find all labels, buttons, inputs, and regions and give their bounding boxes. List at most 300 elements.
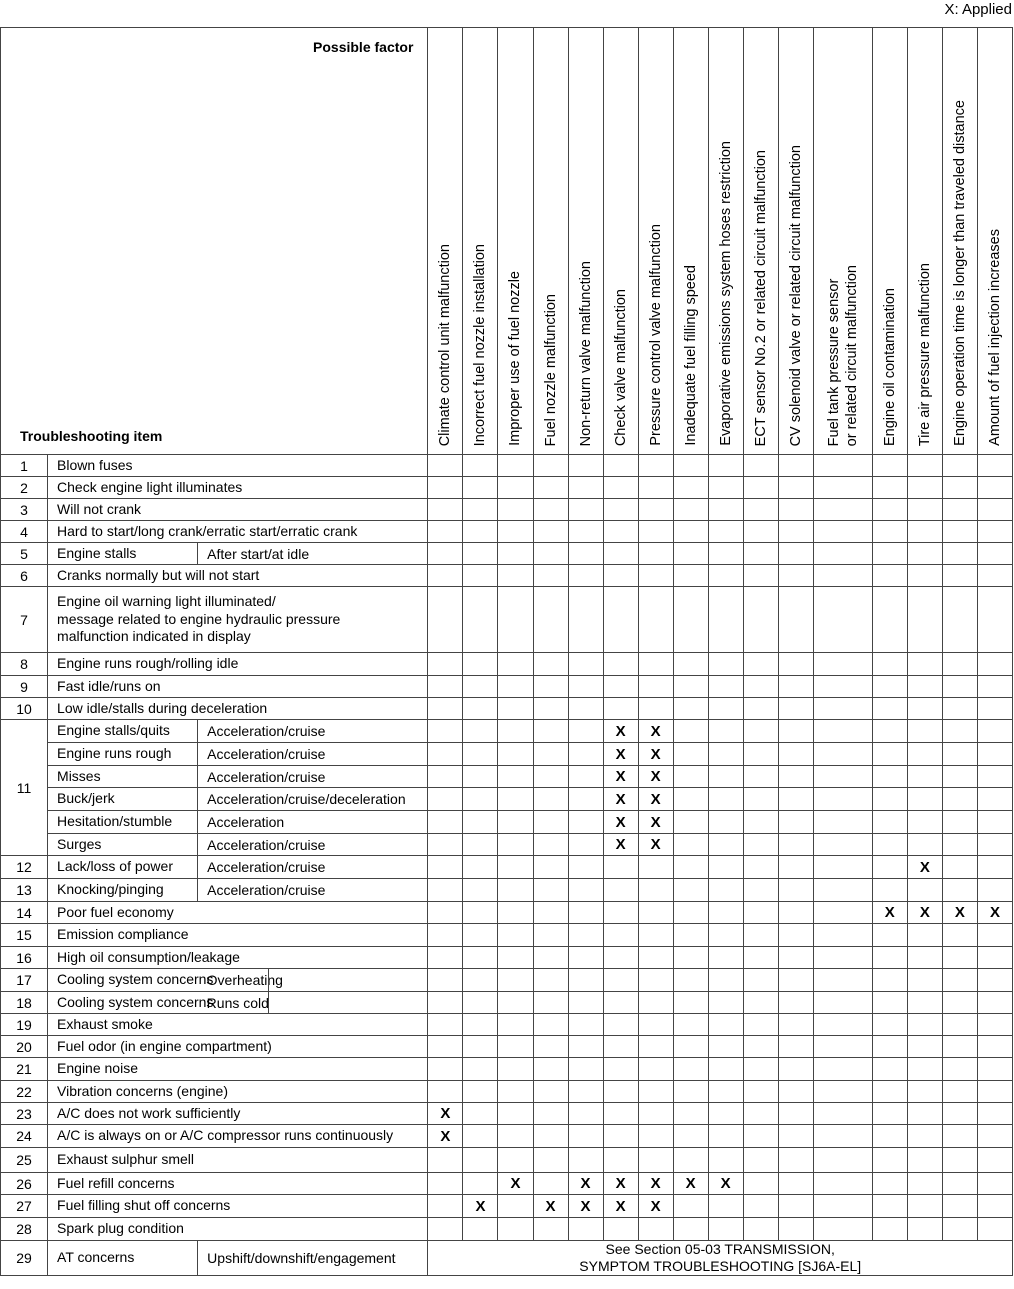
factor-cell — [977, 743, 1012, 766]
row-number: 23 — [1, 1103, 48, 1125]
factor-cell — [498, 834, 533, 856]
factor-cell — [708, 1058, 743, 1081]
factor-cell — [977, 521, 1012, 543]
factor-cell — [977, 698, 1012, 720]
factor-cell — [708, 720, 743, 743]
applied-mark: X — [685, 1175, 696, 1192]
applied-mark: X — [989, 904, 1000, 921]
row-number: 4 — [1, 521, 48, 543]
factor-cell — [428, 1081, 463, 1103]
factor-cell — [463, 811, 498, 834]
factor-cell — [872, 992, 907, 1014]
factor-cell — [942, 477, 977, 499]
factor-cell — [673, 856, 708, 879]
applied-mark: X — [615, 722, 626, 740]
factor-cell — [743, 766, 778, 788]
factor-cell — [638, 743, 673, 766]
factor-cell — [813, 698, 872, 720]
factor-label: CV solenoid valve or related circuit malfunction — [787, 144, 804, 446]
factor-cell — [907, 811, 942, 834]
factor-cell — [977, 766, 1012, 788]
factor-cell — [498, 1195, 533, 1218]
row-number: 27 — [1, 1195, 48, 1218]
table-row — [1, 653, 1013, 676]
factor-cell — [872, 499, 907, 521]
table-row — [1, 924, 1013, 947]
factor-cell — [743, 811, 778, 834]
factor-cell — [568, 969, 603, 992]
factor-cell — [463, 477, 498, 499]
factor-cell — [463, 947, 498, 969]
applied-mark: X — [650, 1197, 661, 1215]
factor-cell — [428, 766, 463, 788]
factor-cell — [638, 720, 673, 743]
table-row — [1, 788, 1013, 811]
row-item: Cooling system concerns — [48, 969, 198, 992]
row-number: 16 — [1, 947, 48, 969]
factor-cell — [778, 720, 813, 743]
factor-cell — [977, 543, 1012, 565]
factor-cell — [463, 1036, 498, 1058]
factor-cell — [778, 1058, 813, 1081]
row-item: Hard to start/long crank/erratic start/erratic crank — [48, 521, 428, 543]
factor-cell — [708, 521, 743, 543]
possible-factor-label: Possible factor — [313, 39, 414, 55]
factor-cell — [638, 811, 673, 834]
factor-cell — [977, 1081, 1012, 1103]
factor-cell — [603, 565, 638, 587]
factor-cell — [907, 788, 942, 811]
factor-cell — [743, 720, 778, 743]
factor-cell — [907, 653, 942, 676]
factor-cell — [673, 698, 708, 720]
factor-cell — [463, 1125, 498, 1148]
factor-cell — [638, 477, 673, 499]
factor-label: Engine oil contamination — [881, 288, 898, 446]
row-number: 22 — [1, 1081, 48, 1103]
factor-cell — [463, 788, 498, 811]
factor-cell — [778, 834, 813, 856]
factor-cell — [907, 969, 942, 992]
factor-cell — [603, 766, 638, 788]
factor-cell — [428, 720, 463, 743]
factor-header — [603, 28, 638, 455]
factor-cell — [708, 653, 743, 676]
factor-cell — [673, 1125, 708, 1148]
factor-cell — [568, 811, 603, 834]
row-item: Emission compliance — [48, 924, 428, 947]
factor-cell — [498, 1036, 533, 1058]
factor-cell — [603, 902, 638, 924]
factor-cell — [498, 1148, 533, 1173]
factor-cell — [977, 720, 1012, 743]
row-condition: After start/at idle — [198, 543, 428, 565]
factor-cell — [673, 743, 708, 766]
factor-cell — [638, 924, 673, 947]
factor-cell — [568, 676, 603, 698]
factor-cell — [428, 788, 463, 811]
factor-cell — [907, 1103, 942, 1125]
factor-cell — [907, 521, 942, 543]
factor-cell — [708, 1195, 743, 1218]
factor-cell — [813, 1058, 872, 1081]
factor-cell — [743, 1148, 778, 1173]
factor-cell — [872, 879, 907, 902]
factor-cell — [463, 653, 498, 676]
factor-cell — [977, 477, 1012, 499]
factor-cell — [463, 698, 498, 720]
factor-header — [872, 28, 907, 455]
factor-cell — [498, 879, 533, 902]
factor-cell — [498, 499, 533, 521]
factor-cell — [743, 1125, 778, 1148]
factor-label: Incorrect fuel nozzle installation — [472, 243, 489, 446]
table-row — [1, 1014, 1013, 1036]
factor-cell — [498, 455, 533, 477]
factor-cell — [942, 1195, 977, 1218]
factor-cell — [673, 1148, 708, 1173]
row-number: 21 — [1, 1058, 48, 1081]
factor-cell — [907, 879, 942, 902]
factor-cell — [428, 856, 463, 879]
factor-cell — [813, 1218, 872, 1241]
row-number: 7 — [1, 587, 48, 653]
factor-cell — [568, 521, 603, 543]
factor-cell — [743, 698, 778, 720]
factor-header — [813, 28, 872, 455]
factor-cell — [568, 653, 603, 676]
factor-cell — [977, 676, 1012, 698]
factor-cell — [778, 521, 813, 543]
table-row — [1, 743, 1013, 766]
factor-cell — [708, 1103, 743, 1125]
factor-cell — [603, 1036, 638, 1058]
factor-cell — [813, 1014, 872, 1036]
factor-cell — [907, 992, 942, 1014]
table-row — [1, 455, 1013, 477]
table-row — [1, 902, 1013, 924]
factor-cell — [463, 1173, 498, 1195]
factor-cell — [638, 879, 673, 902]
factor-cell — [603, 788, 638, 811]
factor-cell — [463, 521, 498, 543]
factor-cell — [907, 1058, 942, 1081]
factor-cell — [533, 947, 568, 969]
factor-cell — [603, 1058, 638, 1081]
factor-header — [463, 28, 498, 455]
factor-cell — [708, 788, 743, 811]
factor-cell — [603, 1173, 638, 1195]
factor-cell — [603, 856, 638, 879]
factor-cell — [872, 947, 907, 969]
factor-cell — [778, 743, 813, 766]
factor-cell — [533, 587, 568, 653]
factor-cell — [463, 720, 498, 743]
factor-cell — [428, 1148, 463, 1173]
factor-cell — [603, 1195, 638, 1218]
factor-cell — [463, 856, 498, 879]
factor-cell — [743, 834, 778, 856]
factor-cell — [977, 788, 1012, 811]
factor-cell — [778, 1014, 813, 1036]
factor-cell — [568, 766, 603, 788]
factor-cell — [872, 1103, 907, 1125]
troubleshooting-table — [0, 27, 1013, 1276]
factor-cell — [428, 1125, 463, 1148]
factor-cell — [463, 565, 498, 587]
factor-cell — [463, 455, 498, 477]
factor-cell — [428, 1036, 463, 1058]
factor-cell — [673, 543, 708, 565]
factor-cell — [673, 455, 708, 477]
factor-cell — [708, 743, 743, 766]
factor-cell — [673, 1218, 708, 1241]
factor-cell — [708, 676, 743, 698]
factor-cell — [638, 856, 673, 879]
factor-cell — [428, 676, 463, 698]
factor-cell — [533, 924, 568, 947]
factor-cell — [907, 1195, 942, 1218]
factor-cell — [743, 521, 778, 543]
factor-cell — [673, 676, 708, 698]
factor-cell — [603, 477, 638, 499]
factor-cell — [638, 1058, 673, 1081]
factor-label: Amount of fuel injection increases — [986, 229, 1003, 446]
factor-cell — [638, 676, 673, 698]
factor-cell — [568, 856, 603, 879]
table-row — [1, 1103, 1013, 1125]
factor-cell — [907, 587, 942, 653]
row-item: Engine runs rough — [48, 743, 198, 766]
factor-cell — [638, 653, 673, 676]
row-number: 17 — [1, 969, 48, 992]
row-item: A/C does not work sufficiently — [48, 1103, 428, 1125]
factor-cell — [708, 1173, 743, 1195]
row-item: Engine stalls/quits — [48, 720, 198, 743]
factor-cell — [673, 766, 708, 788]
row-number: 24 — [1, 1125, 48, 1148]
factor-cell — [977, 834, 1012, 856]
factor-cell — [638, 1081, 673, 1103]
factor-cell — [813, 499, 872, 521]
factor-cell — [428, 521, 463, 543]
factor-cell — [942, 1081, 977, 1103]
row-item: Cranks normally but will not start — [48, 565, 428, 587]
table-row — [1, 856, 1013, 879]
header-corner — [1, 28, 428, 455]
factor-cell — [498, 788, 533, 811]
row-condition: Runs cold — [198, 992, 428, 1014]
factor-cell — [813, 565, 872, 587]
factor-cell — [708, 477, 743, 499]
factor-cell — [463, 743, 498, 766]
cell-divider — [268, 992, 269, 1013]
row-item: Exhaust smoke — [48, 1014, 428, 1036]
factor-label: Inadequate fuel filling speed — [682, 265, 699, 446]
factor-cell — [638, 543, 673, 565]
factor-cell — [942, 766, 977, 788]
factor-cell — [708, 1036, 743, 1058]
factor-cell — [498, 1173, 533, 1195]
factor-cell — [533, 992, 568, 1014]
factor-cell — [603, 455, 638, 477]
factor-cell — [603, 743, 638, 766]
factor-cell — [743, 455, 778, 477]
factor-cell — [813, 924, 872, 947]
factor-cell — [568, 1103, 603, 1125]
table-row — [1, 969, 1013, 992]
factor-cell — [498, 924, 533, 947]
factor-cell — [778, 947, 813, 969]
factor-cell — [708, 698, 743, 720]
applied-mark: X — [650, 813, 661, 831]
factor-cell — [428, 1014, 463, 1036]
factor-cell — [977, 992, 1012, 1014]
row-item: Exhaust sulphur smell — [48, 1148, 428, 1173]
factor-cell — [568, 947, 603, 969]
cell-divider — [268, 969, 269, 991]
factor-cell — [533, 902, 568, 924]
factor-cell — [533, 788, 568, 811]
factor-cell — [743, 499, 778, 521]
factor-cell — [603, 1218, 638, 1241]
factor-label: Engine operation time is longer than traveled distance — [951, 100, 968, 446]
factor-label: Pressure control valve malfunction — [647, 224, 664, 446]
factor-cell — [743, 676, 778, 698]
factor-cell — [977, 924, 1012, 947]
factor-cell — [568, 1125, 603, 1148]
factor-header — [428, 28, 463, 455]
factor-cell — [638, 1103, 673, 1125]
factor-cell — [872, 653, 907, 676]
factor-cell — [708, 992, 743, 1014]
factor-cell — [778, 1148, 813, 1173]
factor-header — [907, 28, 942, 455]
applied-mark: X — [720, 1175, 731, 1192]
factor-cell — [813, 743, 872, 766]
table-row — [1, 676, 1013, 698]
row-item: Fuel refill concerns — [48, 1173, 428, 1195]
factor-cell — [872, 720, 907, 743]
row-item: Surges — [48, 834, 198, 856]
factor-cell — [533, 1173, 568, 1195]
factor-cell — [708, 766, 743, 788]
row-condition: Acceleration/cruise/deceleration — [198, 788, 428, 811]
applied-mark: X — [615, 1197, 626, 1215]
factor-header — [977, 28, 1012, 455]
factor-cell — [708, 924, 743, 947]
factor-cell — [813, 1103, 872, 1125]
table-row — [1, 834, 1013, 856]
row-item: Engine runs rough/rolling idle — [48, 653, 428, 676]
factor-cell — [907, 477, 942, 499]
factor-cell — [568, 698, 603, 720]
factor-label: Improper use of fuel nozzle — [507, 271, 524, 446]
factor-cell — [907, 743, 942, 766]
factor-cell — [463, 969, 498, 992]
factor-cell — [813, 1081, 872, 1103]
factor-cell — [743, 992, 778, 1014]
factor-cell — [533, 766, 568, 788]
factor-cell — [872, 743, 907, 766]
applied-mark: X — [650, 790, 661, 808]
factor-cell — [673, 1173, 708, 1195]
row-number: 1 — [1, 455, 48, 477]
factor-cell — [568, 1081, 603, 1103]
factor-cell — [463, 1103, 498, 1125]
factor-cell — [942, 676, 977, 698]
factor-cell — [638, 766, 673, 788]
factor-cell — [568, 1036, 603, 1058]
factor-cell — [568, 720, 603, 743]
factor-cell — [533, 653, 568, 676]
factor-header — [743, 28, 778, 455]
factor-cell — [428, 1103, 463, 1125]
factor-cell — [638, 992, 673, 1014]
factor-cell — [463, 499, 498, 521]
factor-cell — [603, 1148, 638, 1173]
row-item: Poor fuel economy — [48, 902, 428, 924]
factor-cell — [498, 565, 533, 587]
factor-cell — [533, 521, 568, 543]
factor-cell — [498, 992, 533, 1014]
factor-cell — [568, 788, 603, 811]
row-number: 20 — [1, 1036, 48, 1058]
applied-mark: X — [615, 1175, 626, 1192]
factor-cell — [708, 1218, 743, 1241]
applied-mark: X — [615, 836, 626, 853]
factor-cell — [638, 521, 673, 543]
factor-cell — [603, 720, 638, 743]
factor-cell — [498, 1081, 533, 1103]
factor-cell — [463, 834, 498, 856]
factor-cell — [673, 788, 708, 811]
row-item: Check engine light illuminates — [48, 477, 428, 499]
factor-cell — [778, 1036, 813, 1058]
factor-cell — [977, 565, 1012, 587]
row-item: Low idle/stalls during deceleration — [48, 698, 428, 720]
factor-cell — [428, 587, 463, 653]
factor-cell — [603, 587, 638, 653]
factor-cell — [568, 587, 603, 653]
factor-header — [638, 28, 673, 455]
row-condition: Acceleration/cruise — [198, 743, 428, 766]
table-row — [1, 992, 1013, 1014]
factor-cell — [428, 1173, 463, 1195]
row-condition: Acceleration/cruise — [198, 720, 428, 743]
factor-cell — [813, 902, 872, 924]
factor-cell — [813, 766, 872, 788]
factor-cell — [638, 587, 673, 653]
factor-cell — [942, 455, 977, 477]
applied-mark: X — [615, 790, 626, 808]
factor-cell — [778, 698, 813, 720]
factor-cell — [907, 1148, 942, 1173]
applied-mark: X — [615, 745, 626, 763]
factor-cell — [872, 766, 907, 788]
factor-cell — [603, 924, 638, 947]
factor-cell — [942, 1148, 977, 1173]
factor-cell — [498, 676, 533, 698]
factor-cell — [533, 1148, 568, 1173]
factor-cell — [638, 1173, 673, 1195]
row-item: Will not crank — [48, 499, 428, 521]
factor-label: Evaporative emissions system hoses restriction — [717, 141, 734, 446]
factor-cell — [907, 565, 942, 587]
factor-cell — [498, 856, 533, 879]
factor-cell — [498, 1218, 533, 1241]
factor-cell — [428, 543, 463, 565]
